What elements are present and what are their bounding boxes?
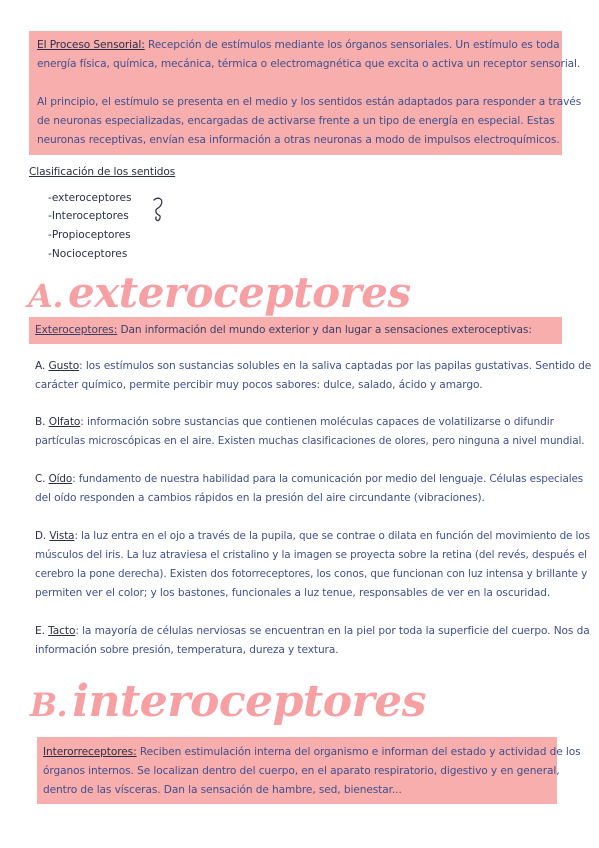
classification-item-4: -Nocioceptores [48, 248, 128, 260]
sense-oido-label: Oído [48, 473, 73, 485]
sense-vista-prefix: D. [35, 530, 47, 542]
sense-tacto-label: Tacto [48, 625, 76, 637]
sense-gusto-label: Gusto [48, 360, 80, 372]
sense-vista-line-3: cerebro la pone derecha). Existen dos fotorreceptores, los conos, que funcionan con luz intensa y brillante y [35, 568, 588, 580]
section-b-definition-label: Interorreceptores: [43, 746, 137, 758]
intro-p2-line-1: Al principio, el estímulo se presenta en el medio y los sentidos están adaptados para responder a través [37, 96, 582, 108]
sense-oido-line-1 [35, 470, 583, 489]
sense-gusto-text-1: : los estímulos son sustancias solubles en la saliva captadas por las papilas gustativas. Sentido de [79, 360, 592, 372]
classification-title: Clasificación de los sentidos [29, 166, 176, 178]
section-b-line-3: dentro de las vísceras. Dan la sensación de hambre, sed, bienestar... [43, 784, 402, 796]
intro-line-2: energía física, química, mecánica, térmica o electromagnética que excita o activa un receptor sensorial. [37, 58, 581, 70]
sense-gusto-line-2: carácter químico, permite percibir muy pocos sabores: dulce, salado, ácido y amargo. [35, 379, 483, 391]
intro-line-1-text: Recepción de estímulos mediante los órganos sensoriales. Un estímulo es toda [144, 39, 560, 51]
sense-tacto-prefix: E. [35, 625, 45, 637]
sense-oido-prefix: C. [35, 473, 46, 485]
sense-vista-line-4: permiten ver el color; y los bastones, funcionales a luz tenue, responsables de ver en la oscuridad. [35, 587, 551, 599]
intro-p2-line-2: de neuronas especializadas, encargadas de activarse frente a un tipo de energía en especial. Estas [37, 115, 555, 127]
sense-vista-label: Vista [49, 530, 75, 542]
sense-olfato-label: Olfato [48, 416, 81, 428]
section-b-line-1 [43, 743, 581, 762]
sense-tacto-text-1: : la mayoría de células nerviosas se encuentran en la piel por toda la superficie del cuerpo. Nos da [75, 625, 590, 637]
sense-tacto-line-2: información sobre presión, temperatura, dureza y textura. [35, 644, 339, 656]
section-a-title: exteroceptores [68, 268, 411, 317]
section-a-definition-label: Exteroceptores: [35, 324, 118, 336]
section-b-title: interoceptores [72, 676, 426, 727]
sense-vista-line-2: músculos del iris. La luz atraviesa el cristalino y la imagen se proyecta sobre la retina (del revés, después el [35, 549, 587, 561]
sense-gusto-line-1 [35, 357, 591, 376]
classification-item-3: -Propioceptores [48, 229, 131, 241]
section-a-definition [35, 321, 532, 340]
section-b-line-1-text: Reciben estimulación interna del organismo e informan del estado y actividad de los [136, 746, 581, 758]
classification-item-2: -Interoceptores [48, 210, 129, 222]
sense-olfato-prefix: B. [35, 416, 46, 428]
intro-label: El Proceso Sensorial: [37, 39, 145, 51]
sense-olfato-line-2: partículas microscópicas en el aire. Existen muchas clasificaciones de olores, pero ninguna a nivel mundial. [35, 435, 585, 447]
sense-vista-line-1 [35, 527, 590, 546]
intro-p2-line-3: neuronas receptivas, envían esa información a otras neuronas a modo de impulsos electroquímicos. [37, 134, 560, 146]
sense-oido-line-2: del oído responden a cambios rápidos en la presión del aire circundante (vibraciones). [35, 492, 485, 504]
section-b-heading [30, 676, 426, 727]
section-b-line-2: órganos internos. Se localizan dentro del cuerpo, en el aparato respiratorio, digestivo y en general, [43, 765, 560, 777]
sense-oido-text-1: : fundamento de nuestra habilidad para la comunicación por medio del lenguaje. Células especiales [72, 473, 584, 485]
sense-vista-text-1: : la luz entra en el ojo a través de la pupila, que se contrae o dilata en función del movimiento de los [74, 530, 590, 542]
sense-olfato-text-1: : información sobre sustancias que contienen moléculas capaces de volatilizarse o difundir [80, 416, 554, 428]
section-a-heading [28, 268, 411, 317]
section-a-definition-text: Dan información del mundo exterior y dan lugar a sensaciones exteroceptivas: [117, 324, 532, 336]
question-mark-doodle-icon [148, 196, 168, 226]
section-a-prefix: A. [28, 277, 63, 315]
classification-item-1: -exteroceptores [48, 192, 132, 204]
sense-gusto-prefix: A. [35, 360, 46, 372]
section-b-prefix: B. [30, 686, 68, 724]
intro-line-1 [37, 36, 560, 55]
sense-olfato-line-1 [35, 413, 554, 432]
sense-tacto-line-1 [35, 622, 590, 641]
